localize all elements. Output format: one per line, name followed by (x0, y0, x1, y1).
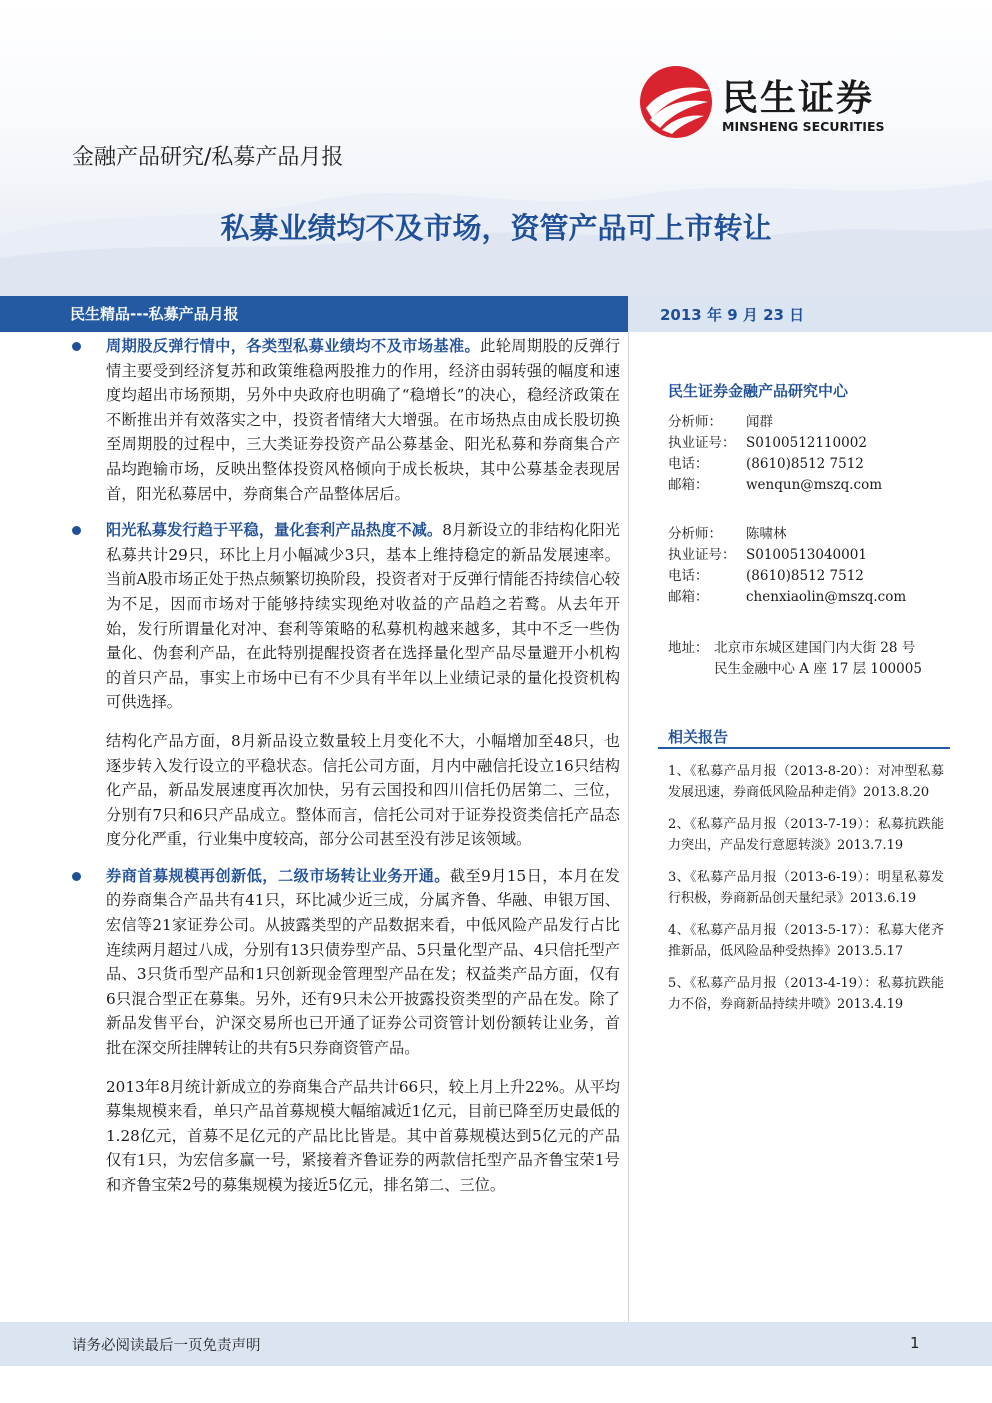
logo-english-name: MINSHENG SECURITIES (722, 119, 885, 134)
related-report-item[interactable]: 1、《私募产品月报（2013-8-20）：对冲型私募发展迅速，券商低风险品种走俏》2013.8.20 (668, 764, 944, 800)
related-report-item[interactable]: 2、《私募产品月报（2013-7-19）：私募抗跌能力突出，产品发行意愿转淡》2013.7.19 (668, 817, 944, 853)
logo-emblem-icon (636, 62, 716, 142)
email-label: 邮箱： (668, 589, 709, 605)
email-link[interactable]: chenxiaolin@mszq.com (746, 589, 907, 605)
related-report-item[interactable]: 5、《私募产品月报（2013-4-19）：私募抗跌能力不俗，券商新品持续井喷》2013.4.19 (668, 976, 944, 1012)
bullet-icon (72, 872, 81, 881)
cert-label: 执业证号： (668, 435, 736, 451)
bullet-icon (72, 526, 81, 535)
analyst-label: 分析师： (668, 414, 722, 430)
paragraph-1 (72, 334, 620, 506)
paragraph-1-text: 此轮周期股的反弹行情主要受到经济复苏和政策维稳两股推力的作用，经济由弱转强的幅度和速度均超出市场预期，另外中央政府也明确了“稳增长”的决心，稳经济政策在不断推出并有效落实之中，投资者情绪大大增强。在市场热点由成长股切换至周期股的过程中，三大类证券投资产品公募基金、阳光私募和券商集合产品均跑输市场，反映出整体投资风格倾向于成长板块，其中公募基金表现居首，阳光私募居中，券商集合产品整体居后。 (106, 337, 620, 503)
analyst-name: 陈啸林 (746, 526, 787, 542)
cert-number: S0100512110002 (746, 435, 867, 451)
address-line-1: 北京市东城区建国门内大街 28 号 (714, 640, 916, 656)
paragraph-2 (72, 518, 620, 715)
paragraph-5: 2013年8月统计新成立的券商集合产品共计66只，较上月上升22%。从平均募集规模来看，单只产品首募规模大幅缩减近1亿元，目前已降至历史最低的1.28亿元，首募不足亿元的产品比比皆是。其中首募规模达到5亿元的产品仅有1只，为宏信多赢一号，紧接着齐鲁证券的两款信托型产品齐鲁宝荣1号和齐鲁宝荣2号的募集规模为接近5亿元，排名第二、三位。 (106, 1077, 620, 1194)
cert-label: 执业证号： (668, 547, 736, 563)
paragraph-2-lead: 阳光私募发行趋于平稳，量化套利产品热度不减。 (106, 521, 443, 540)
report-category: 金融产品研究/私募产品月报 (72, 145, 344, 170)
research-center-name: 民生证券金融产品研究中心 (668, 382, 849, 400)
paragraph-4 (72, 864, 620, 1061)
phone-number: (8610)8512 7512 (746, 456, 864, 472)
logo-chinese-name: 民生证券 (722, 78, 875, 119)
related-reports-heading: 相关报告 (668, 728, 729, 746)
related-reports-list (668, 762, 944, 1027)
page-number: 1 (910, 1334, 920, 1352)
office-address (668, 638, 922, 680)
address-label: 地址： (668, 640, 709, 656)
series-name: 民生精品---私募产品月报 (70, 305, 239, 323)
related-report-item[interactable]: 3、《私募产品月报（2013-6-19）：明星私募发行积极，券商新品创天量纪录》2013.6.19 (668, 870, 944, 906)
main-content (72, 334, 620, 1198)
bullet-icon (72, 342, 81, 351)
analyst-1-contact (668, 412, 882, 496)
phone-number: (8610)8512 7512 (746, 568, 864, 584)
analyst-2-contact (668, 524, 906, 608)
email-link[interactable]: wenqun@mszq.com (746, 477, 883, 493)
paragraph-4-text: 截至9月15日，本月在发的券商集合产品共有41只，环比减少近三成，分属齐鲁、华融、申银万国、宏信等21家证券公司。从披露类型的产品数据来看，中低风险产品发行占比连续两月超过八成，分别有13只债券型产品、5只量化型产品、4只信托型产品、3只货币型产品和1只创新现金管理型产品在发；权益类产品方面，仅有6只混合型正在募集。另外，还有9只未公开披露投资类型的产品在发。除了新品发售平台，沪深交易所也已开通了证券公司资管计划份额转让业务，首批在深交所挂牌转让的共有5只券商资管产品。 (106, 866, 620, 1058)
analyst-label: 分析师： (668, 526, 722, 542)
report-title: 私募业绩均不及市场，资管产品可上市转让 (220, 211, 772, 245)
address-line-2: 民生金融中心 A 座 17 层 100005 (714, 661, 922, 677)
analyst-name: 闻群 (746, 414, 773, 430)
paragraph-2-text: 8月新设立的非结构化阳光私募共计29只，环比上月小幅减少3只，基本上维持稳定的新品发展速率。当前A股市场正处于热点频繁切换阶段，投资者对于反弹行情能否持续信心较为不足，因而市场对于能够持续实现绝对收益的产品趋之若鹜。从去年开始，发行所谓量化对冲、套利等策略的私募机构越来越多，其中不乏一些伪量化、伪套利产品，在此特别提醒投资者在选择量化型产品尽量避开小机构的首只产品，事实上市场中已有不少具有半年以上业绩记录的量化投资机构可供选择。 (106, 521, 620, 712)
cert-number: S0100513040001 (746, 547, 867, 563)
related-reports-rule (658, 747, 950, 749)
company-logo (636, 62, 926, 142)
paragraph-4-lead: 券商首募规模再创新低，二级市场转让业务开通。 (106, 866, 450, 885)
paragraph-1-lead: 周期股反弹行情中，各类型私募业绩均不及市场基准。 (106, 337, 481, 355)
paragraph-3: 结构化产品方面，8月新品设立数量较上月变化不大，小幅增加至48只，也逐步转入发行设立的平稳状态。信托公司方面，月内中融信托设立16只结构化产品，新品发展速度再次加快，另有云国投和四川信托仍居第二、三位，分别有7只和6只产品成立。整体而言，信托公司对于证券投资类信托产品态度分化严重，行业集中度较高，部分公司甚至没有涉足该领域。 (106, 731, 620, 849)
email-label: 邮箱： (668, 477, 709, 493)
related-report-item[interactable]: 4、《私募产品月报（2013-5-17）：私募大佬齐推新品，低风险品种受热捧》2013.5.17 (668, 923, 944, 959)
phone-label: 电话： (668, 568, 709, 584)
phone-label: 电话： (668, 456, 709, 472)
disclaimer-notice: 请务必阅读最后一页免责声明 (72, 1338, 261, 1354)
report-date: 2013 年 9 月 23 日 (660, 306, 805, 324)
column-separator (628, 332, 629, 1322)
